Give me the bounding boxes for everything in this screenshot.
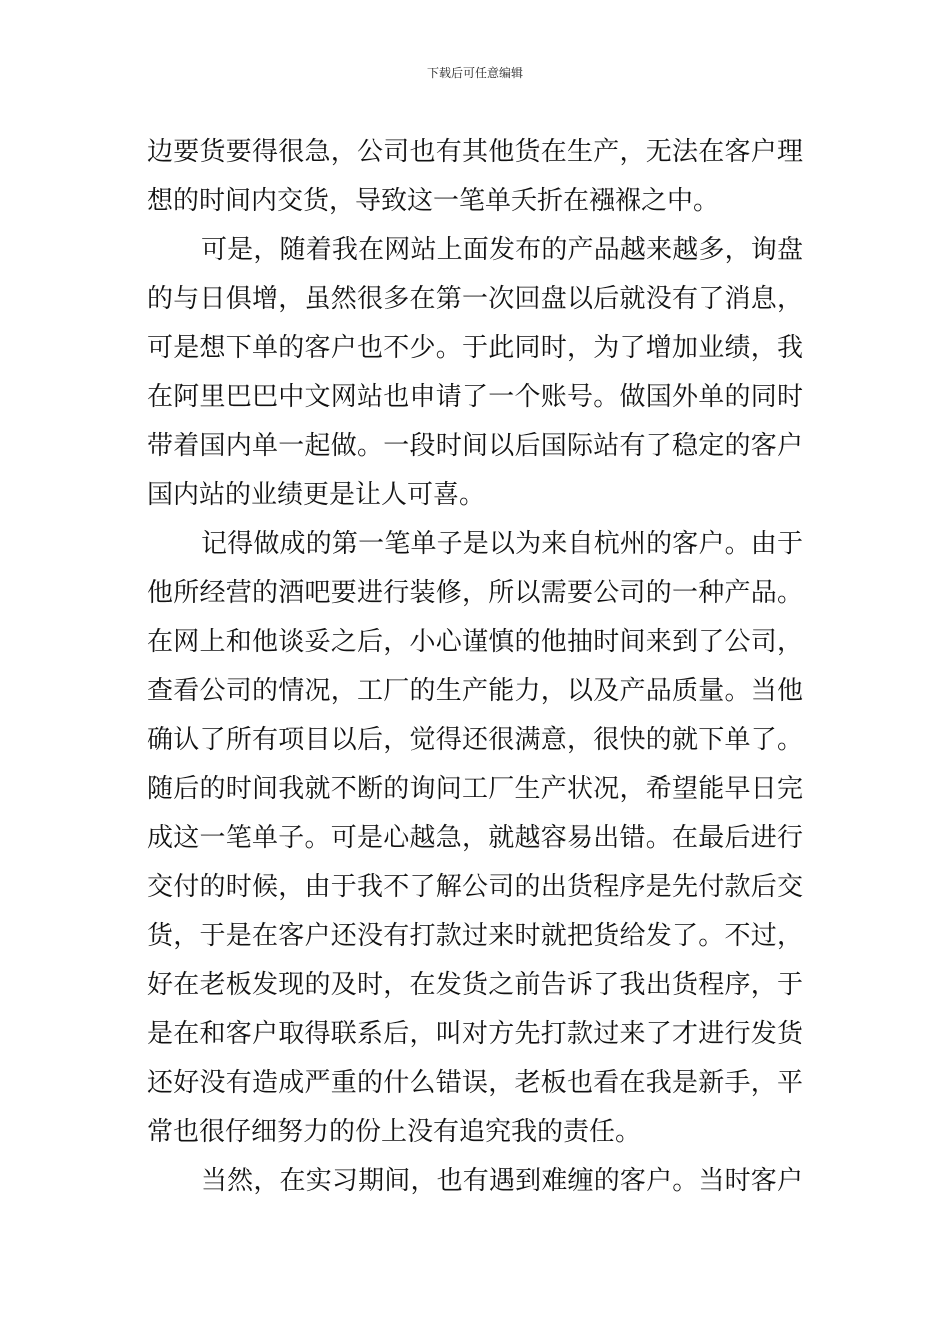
- text-line: 的与日俱增，虽然很多在第一次回盘以后就没有了消息，: [147, 284, 803, 314]
- text-line: 随后的时间我就不断的询问工厂生产状况，希望能早日完: [147, 774, 803, 804]
- text-line: 在阿里巴巴中文网站也申请了一个账号。做国外单的同时: [147, 382, 803, 412]
- text-line: 可是想下单的客户也不少。于此同时，为了增加业绩，我: [147, 333, 803, 363]
- text-line: 确认了所有项目以后，觉得还很满意，很快的就下单了。: [147, 725, 803, 755]
- text-line: 在网上和他谈妥之后，小心谨慎的他抽时间来到了公司，: [147, 627, 803, 657]
- text-line: 成这一笔单子。可是心越急，就越容易出错。在最后进行: [147, 823, 803, 853]
- text-line: 想的时间内交货，导致这一笔单夭折在襁褓之中。: [147, 186, 720, 216]
- text-line: 查看公司的情况，工厂的生产能力，以及产品质量。当他: [147, 676, 803, 706]
- text-line: 好在老板发现的及时，在发货之前告诉了我出货程序，于: [147, 970, 803, 1000]
- text-line: 当然，在实习期间，也有遇到难缠的客户。当时客户: [201, 1166, 803, 1196]
- page-header: 下载后可任意编辑: [426, 66, 523, 80]
- text-line: 是在和客户取得联系后，叫对方先打款过来了才进行发货: [147, 1019, 803, 1049]
- text-line: 交付的时候，由于我不了解公司的出货程序是先付款后交: [147, 872, 803, 902]
- text-line: 边要货要得很急，公司也有其他货在生产，无法在客户理: [147, 137, 803, 167]
- text-line: 常也很仔细努力的份上没有追究我的责任。: [147, 1117, 642, 1147]
- text-line: 还好没有造成严重的什么错误，老板也看在我是新手，平: [147, 1068, 803, 1098]
- text-line: 货，于是在客户还没有打款过来时就把货给发了。不过，: [147, 921, 803, 951]
- document-body: [147, 130, 803, 1208]
- text-line: 可是，随着我在网站上面发布的产品越来越多，询盘: [201, 235, 803, 265]
- text-line: 带着国内单一起做。一段时间以后国际站有了稳定的客户: [147, 431, 803, 461]
- text-line: 记得做成的第一笔单子是以为来自杭州的客户。由于: [201, 529, 803, 559]
- text-line: 国内站的业绩更是让人可喜。: [147, 480, 486, 510]
- text-line: 他所经营的酒吧要进行装修，所以需要公司的一种产品。: [147, 578, 803, 608]
